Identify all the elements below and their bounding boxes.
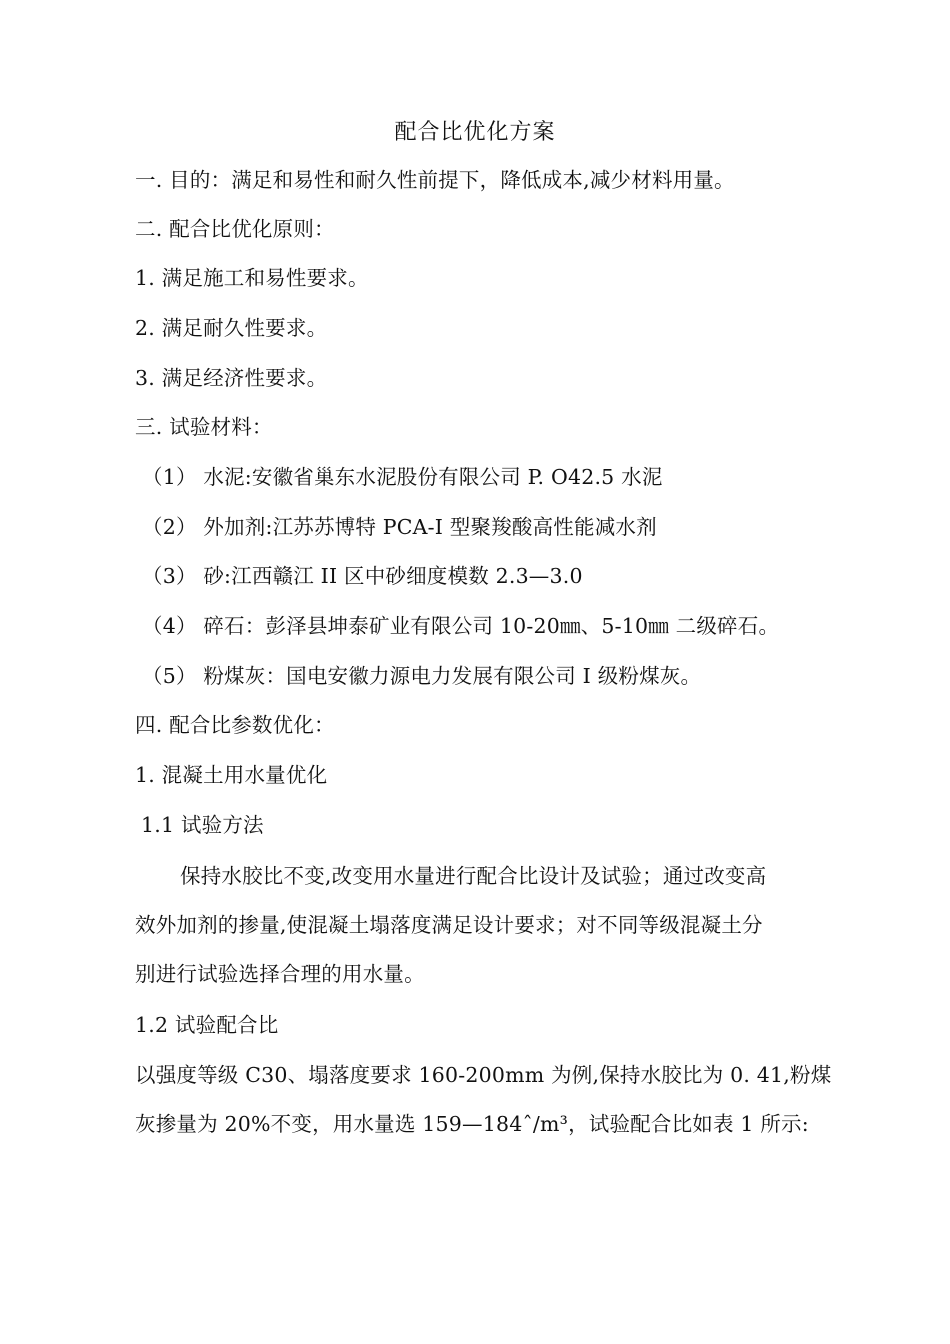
principle-item: 1. 满足施工和易性要求。 — [135, 266, 369, 290]
paragraph-line: 保持水胶比不变,改变用水量进行配合比设计及试验；通过改变高 — [180, 864, 767, 888]
subsection-heading: 1. 混凝土用水量优化 — [135, 763, 328, 787]
paragraph-line: 灰掺量为 20%不变，用水量选 159—184ˆ/m³，试验配合比如表 1 所示: — [135, 1112, 809, 1136]
principle-item: 2. 满足耐久性要求。 — [135, 316, 328, 340]
paragraph-line: 别进行试验选择合理的用水量。 — [135, 962, 425, 986]
subsection-heading: 1.1 试验方法 — [141, 813, 264, 837]
material-item: （5） 粉煤灰：国电安徽力源电力发展有限公司 I 级粉煤灰。 — [142, 664, 702, 688]
material-item: （2） 外加剂:江苏苏博特 PCA-I 型聚羧酸高性能减水剂 — [142, 515, 657, 539]
paragraph-line: 效外加剂的掺量,使混凝土塌落度满足设计要求；对不同等级混凝土分 — [135, 913, 763, 937]
section-principles-heading: 二. 配合比优化原则： — [135, 217, 335, 241]
paragraph-line: 以强度等级 C30、塌落度要求 160-200mm 为例,保持水胶比为 0. 41,粉煤 — [135, 1063, 832, 1087]
material-item: （3） 砂:江西赣江 II 区中砂细度模数 2.3—3.0 — [142, 564, 583, 588]
principle-item: 3. 满足经济性要求。 — [135, 366, 328, 390]
section-parameters-heading: 四. 配合比参数优化： — [135, 713, 335, 737]
material-item: （4） 碎石：彭泽县坤泰矿业有限公司 10-20㎜、5-10㎜ 二级碎石。 — [142, 614, 780, 638]
page-title: 配合比优化方案 — [394, 120, 556, 145]
section-materials-heading: 三. 试验材料： — [135, 415, 273, 439]
section-purpose: 一. 目的：满足和易性和耐久性前提下，降低成本,减少材料用量。 — [135, 168, 735, 192]
subsection-heading: 1.2 试验配合比 — [135, 1013, 279, 1037]
material-item: （1） 水泥:安徽省巢东水泥股份有限公司 P. O42.5 水泥 — [142, 465, 663, 489]
